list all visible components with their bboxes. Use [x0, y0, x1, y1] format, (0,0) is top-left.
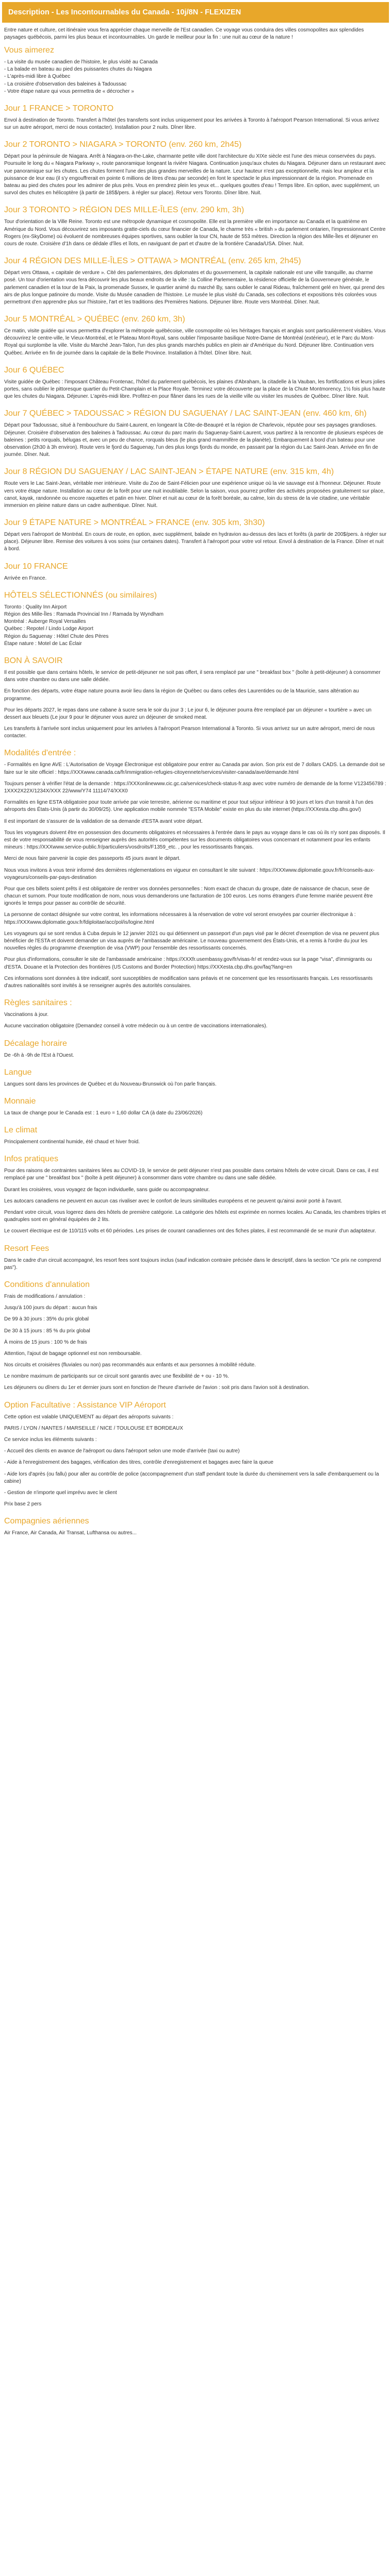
section-paragraph-decalage: De -6h à -9h de l'Est à l'Ouest.: [4, 1052, 74, 1058]
section-paragraph-annulation: Le nombre maximum de participants sur ce circuit sont garantis avec une flexibilité de + ou - 10 %.: [4, 1374, 230, 1380]
section-title-jour3: Jour 3 TORONTO > RÉGION DES MILLE-ÎLES (env. 290 km, 3h): [4, 206, 245, 215]
list-item: - Votre étape nature qui vous permettra de « décrocher »: [4, 88, 134, 94]
section-paragraph-assistance: Cette option est valable UNIQUEMENT au départ des aéroports suivants :: [4, 1414, 174, 1420]
section-paragraph-modalites: Toujours penser à vérifier l'état de la demande : https://XXXonlinewww.cic.gc.ca/services/check-status-fr.asp avec votre numéro de demande de la forme V123456789 : 1XXX2X22X/1234X/XXX 22/www/Y74 11114/74/XXX0: [4, 781, 386, 794]
section-paragraph-modalites: Nous vous invitons à vous tenir informé des dernières réglementations en vigueur en consultant le site suivant : https://XXXwww.diplomatie.gouv.fr/fr/conseils-aux-voyageurs/conseils-par-pays-destination: [4, 867, 374, 880]
section-paragraph-jour10: Arrivée en France.: [4, 575, 47, 581]
section-paragraph-annulation: Nos circuits et croisières (fluviales ou non) pas recommandés aux enfants et aux personnes à mobilité réduite.: [4, 1362, 256, 1368]
section-title-annulation: Conditions d'annulation: [4, 1280, 90, 1289]
section-title-vous-aimerez: Vous aimerez: [4, 45, 54, 55]
section-title-assistance: Option Facultative : Assistance VIP Aéroport: [4, 1400, 166, 1410]
section-title-infos: Infos pratiques: [4, 1155, 58, 1164]
section-paragraph-jour4: Départ vers Ottawa, « capitale de verdure ». Cité des parlementaires, des diplomates et du gouvernement, la capitale nationale est une ville tranquille, au charme posé. Un tour d'orientation vous fera découvrir les plus beaux endroits de la ville : la Colline Parlementaire, la résidence officielle de la Gouverneure générale, le parlement canadien et la tour de la Paix, la promenade Sussex, le quartier animé du marché By, sans oublier le canal Rideau, fraîchement gelé en hiver, qui prend des airs de plus longue patinoire du monde. Visite du Musée canadien de l'histoire. Le musée le plus visité du Canada, ses collections et expositions très colorées vous permettront d'en apprendre plus sur l'histoire, l'art et les traditions des Premières Nations. Déjeuner libre. Route vers Montréal. Dîner. Nuit.: [4, 270, 385, 305]
section-paragraph-langue: Langues sont dans les provinces de Québec et du Nouveau-Brunswick où l'on parle français.: [4, 1081, 217, 1087]
list-item: Région des Mille-Îles : Ramada Provincial Inn / Ramada by Wyndham: [4, 612, 164, 618]
section-paragraph-infos: Pour des raisons de contraintes sanitaires liées au COVID-19, le service de petit déjeuner n'est pas possible dans certains hôtels de votre circuit. Dans ce cas, il est remplacé par une " breakfast box " (boîte à petit déjeuner) à consommer dans votre chambre ou dans une salle dédiée.: [4, 1168, 379, 1181]
section-paragraph-annulation: De 99 à 30 jours : 35% du prix global: [4, 1316, 89, 1323]
list-item: Toronto : Quality Inn Airport: [4, 604, 67, 610]
section-paragraph-jour1: Envol à destination de Toronto. Transfert à l'hôtel (les transferts sont inclus uniquement pour les arrivées à Toronto à l'aéroport Pearson International. Si vous arrivez sur un autre aéroport, merci de nous contacter). Installation pour 2 nuits. Dîner libre.: [4, 117, 380, 131]
section-list-vous-aimerez: [4, 59, 387, 95]
section-paragraph-modalites: Ces informations sont données à titre indicatif, sont susceptibles de modification sans préavis et ne concernent que les ressortissants français. Les ressortissants d'autres nationalités sont invités à se renseigner auprès des autorités consulaires.: [4, 975, 373, 989]
section-title-jour1: Jour 1 FRANCE > TORONTO: [4, 104, 114, 113]
list-item: - La croisière d'observation des baleines à Tadoussac: [4, 81, 127, 87]
section-paragraph-jour5: Ce matin, visite guidée qui vous permettra d'explorer la métropole québécoise, ville cosmopolite où les héritages français et anglais sont particulièrement visibles. Vous découvrirez le centre-ville, le Vieux-Montréal, et le Plateau Mont-Royal, sans oublier l'imposante basilique Notre-Dame de Montréal (extérieur), et le Parc du Mont-Royal qui surplombe la ville. Visite du Marché Jean-Talon, l'un des plus grands marchés publics en plein air d'Amérique du Nord. Déjeuner libre. Continuation vers Québec. Arrivée en fin de journée dans la capitale de la Belle Province. Installation à l'hôtel. Dîner libre. Nuit.: [4, 328, 386, 356]
section-title-jour7: Jour 7 QUÉBEC > TADOUSSAC > RÉGION DU SAGUENAY / LAC SAINT-JEAN (env. 460 km, 6h): [4, 409, 367, 418]
section-paragraph-annulation: Jusqu'à 100 jours du départ : aucun frais: [4, 1305, 97, 1311]
section-title-jour9: Jour 9 ÉTAPE NATURE > MONTRÉAL > FRANCE (env. 305 km, 3h30): [4, 518, 265, 528]
section-paragraph-assistance: - Aide à l'enregistrement des bagages, vérification des titres, contrôle d'enregistrement et bagages avec faire la queue: [4, 1460, 273, 1466]
list-item: - L'après-midi libre à Québec: [4, 74, 71, 80]
section-title-compagnies: Compagnies aériennes: [4, 1517, 89, 1526]
section-paragraph-assistance: - Gestion de n'importe quel imprévu avec le client: [4, 1489, 117, 1496]
section-paragraph-sanitaires: Aucune vaccination obligatoire (Demandez conseil à votre médecin ou à un centre de vaccinations internationales).: [4, 1023, 268, 1029]
section-paragraph-annulation: Attention, l'ajout de bagage optionnel est non remboursable.: [4, 1350, 142, 1357]
section-list-hotels: [4, 604, 387, 648]
list-item: Québec : Repotel / Lindo Lodge Airport: [4, 626, 93, 632]
section-paragraph-bon-savoir: Il est possible que dans certains hôtels, le service de petit-déjeuner ne soit pas offert, il sera remplacé par une " breakfast box " (boîte à petit-déjeuner) à consommer dans votre chambre ou dans une salle dédiée.: [4, 669, 381, 683]
intro-text: Entre nature et culture, cet itinéraire vous fera apprécier chaque merveille de l'Est canadien. Ce voyage vous conduira des villes cosmopolites aux splendides paysages québécois, parmi les plus beaux et incontournables. Un garde le meilleur pour la fin : une nuit au cœur de la nature !: [4, 27, 364, 40]
list-item: Région du Saguenay : Hôtel Chute des Pères: [4, 633, 109, 639]
list-item: - La balade en bateau au pied des puissantes chutes du Niagara: [4, 66, 152, 73]
section-paragraph-modalites: - Formalités en ligne AVE : L'Autorisation de Voyage Électronique est obligatoire pour entrer au Canada par avion. Son prix est de 7 dollars CADS. La demande doit se faire sur le site officiel : https://XXXwww.canada.ca/fr/immigration-refugies-citoyennete/services/visiter-canada/ave/demande.html: [4, 762, 385, 775]
section-paragraph-jour2: Départ pour la péninsule de Niagara. Arrêt à Niagara-on-the-Lake, charmante petite ville dont l'architecture du XIXe siècle est l'une des mieux conservées du pays. Poursuite le long du « Niagara Parkway », route panoramique longeant la rivière Niagara. Continuation jusqu'aux chutes du Niagara. Déjeuner dans un restaurant avec vue panoramique sur les chutes. Les chutes forment l'une des plus grandes merveilles de la nature. Leur hauteur n'est pas exceptionnelle, mais leur ampleur et la puissance de leur eau (il s'y engouffrerait en pointe 6 millions de litres d'eau par seconde) en font le spectacle le plus impressionnant de la région. Promenade en bateau au pied des chutes pour les admirer de plus près. Vous en prendrez plein les yeux et... quelques gouttes d'eau ! Temps libre. En option, avec supplément, un survol des chutes en hélicoptère (à partir de 185$/pers. à régler sur place). Retour vers Toronto. Dîner libre. Nuit.: [4, 154, 386, 196]
section-paragraph-modalites: Il est important de s'assurer de la validation de sa demande d'ESTA avant votre départ.: [4, 818, 203, 824]
section-paragraph-annulation: De 30 à 15 jours : 85 % du prix global: [4, 1328, 90, 1334]
section-title-sanitaires: Règles sanitaires :: [4, 998, 72, 1008]
section-paragraph-resort: Dans le cadre d'un circuit accompagné, les resort fees sont toujours inclus (sauf indication contraire précisée dans le descriptif, dans la section "Ce prix ne comprend pas").: [4, 1257, 381, 1270]
section-paragraph-annulation: Frais de modifications / annulation :: [4, 1293, 86, 1299]
section-title-jour10: Jour 10 FRANCE: [4, 562, 68, 571]
section-paragraph-bon-savoir: En fonction des départs, votre étape nature pourra avoir lieu dans la région de Québec ou dans celles des Laurentides ou de la Mauricie, sans altération au programme.: [4, 688, 359, 702]
section-title-climat: Le climat: [4, 1126, 38, 1135]
section-paragraph-assistance: Ce service inclus les éléments suivants :: [4, 1437, 97, 1443]
section-paragraph-infos: Durant les croisières, vous voyagez de façon individuelle, sans guide ou accompagnateur.: [4, 1187, 210, 1193]
section-paragraph-bon-savoir: Les transferts à l'arrivée sont inclus uniquement pour les arrivées à l'aéroport Pearson International à Toronto. Si vous arrivez sur un autre aéroport, merci de nous contacter.: [4, 726, 375, 739]
section-title-monnaie: Monnaie: [4, 1096, 36, 1106]
list-item: Étape nature : Motel de Lac Éclair: [4, 640, 82, 647]
section-title-langue: Langue: [4, 1067, 32, 1077]
list-item: - La visite du musée canadien de l'histoire, le plus visité au Canada: [4, 59, 158, 65]
section-paragraph-compagnies: Air France, Air Canada, Air Transat, Lufthansa ou autres...: [4, 1530, 137, 1536]
section-paragraph-climat: Principalement continental humide, été chaud et hiver froid.: [4, 1139, 140, 1145]
section-paragraph-assistance: PARIS / LYON / NANTES / MARSEILLE / NICE / TOULOUSE ET BORDEAUX: [4, 1425, 183, 1431]
section-paragraph-annulation: Les déjeuners ou dîners du 1er et dernier jours sont en fonction de l'heure d'arrivée de l'avion : soit pris dans l'avion soit à destination.: [4, 1385, 309, 1391]
section-paragraph-assistance: - Aide lors d'après (ou fallu) pour aller au contrôle de police (accompagnement d'un staff pendant toute la durée du cheminement vers la salle d'embarquement ou la cabine): [4, 1471, 379, 1484]
section-title-jour8: Jour 8 RÉGION DU SAGUENAY / LAC SAINT-JEAN > ÉTAPE NATURE (env. 315 km, 4h): [4, 467, 334, 477]
section-paragraph-annulation: À moins de 15 jours : 100 % de frais: [4, 1339, 87, 1345]
description-banner: Description - Les Incontournables du Canada - 10j/8N - FLEXIZEN: [2, 2, 389, 23]
section-title-bon-savoir: BON À SAVOIR: [4, 656, 63, 665]
section-title-jour4: Jour 4 RÉGION DES MILLE-ÎLES > OTTAWA > MONTRÉAL (env. 265 km, 2h45): [4, 257, 301, 266]
section-paragraph-modalites: Pour plus d'informations, consulter le site de l'ambassade américaine : https://XXXfr.usembassy.gov/fr/visas-fr/ et rendez-vous sur la page "visa", d'immigrants ou d'ESTA. Douane et la Protection des frontières (US Customs and Border Protection) https://XXXesta.cbp.dhs.gov/faq?lang=en: [4, 957, 372, 970]
section-paragraph-bon-savoir: Pour les départs 2027, le repas dans une cabane à sucre sera le soir du jour 3 ; Le jour 6, le déjeuner pourra être remplacé par un déjeuner « tourtière » avec un dessert aux bleuets (Le jour 9 pour le déjeuner vous aurez un déjeuner de smoked meat.: [4, 707, 372, 720]
section-title-jour5: Jour 5 MONTRÉAL > QUÉBEC (env. 260 km, 3h): [4, 315, 185, 324]
section-paragraph-assistance: Prix base 2 pers: [4, 1501, 42, 1507]
section-title-hotels: HÔTELS SÉLECTIONNÉS (ou similaires): [4, 590, 157, 600]
description-content: [0, 27, 391, 1546]
section-paragraph-modalites: Tous les voyageurs doivent être en possession des documents obligatoires et nécessaires à l'entrée dans le pays au voyage dans le cas où ils n'y sont pas disposés. Il est de votre responsabilité de vous renseigner auprès des autorités compétentes sur les documents obligatoires vous concernant et notamment pour les enfants mineurs : https://XXXwww.service-public.fr/particuliers/vosdroits/F1359_etc. , pour les ressortissants français.: [4, 829, 385, 851]
section-paragraph-assistance: - Accueil des clients en avance de l'aéroport ou dans l'aéroport selon une mode d'arrivée (taxi ou autre): [4, 1448, 240, 1454]
section-paragraph-modalites: Merci de nous faire parvenir la copie des passeports 45 jours avant le départ.: [4, 856, 181, 862]
section-paragraph-modalites: Formalités en ligne ESTA obligatoire pour toute arrivée par voie terrestre, aérienne ou maritime et pour tout séjour inférieur à 90 jours et lors d'un transit à l'un des aéroports des États-Unis (à partir du 30/09/25). Une application mobile nommée "ESTA Mobile" existe en plus du site internet (https://XXXesta.cbp.dhs.gov/): [4, 800, 373, 813]
section-paragraph-modalites: La personne de contact désignée sur votre contrat, les informations nécessaires à la réservation de votre vol seront envoyées par courrier électronique à : https://XXXwww.diplomatie.gouv.fr/fdiploitae/acc/pol/is/logine.html: [4, 912, 356, 925]
section-paragraph-monnaie: La taux de change pour le Canada est : 1 euro = 1,60 dollar CA (à date du 23/06/2026): [4, 1110, 203, 1116]
section-paragraph-infos: Le couvert électrique est de 110/115 volts et 60 périodes. Les prises de courant canadiennes ont des fiches plates, il est recommandé de se munir d'un adaptateur.: [4, 1228, 376, 1234]
section-title-jour2: Jour 2 TORONTO > NIAGARA > TORONTO (env. 260 km, 2h45): [4, 140, 242, 149]
section-title-jour6: Jour 6 QUÉBEC: [4, 365, 64, 375]
section-paragraph-jour6: Visite guidée de Québec : l'imposant Château Frontenac, l'hôtel du parlement québécois, les plaines d'Abraham, la citadelle à la Vauban, les fortifications et leurs jolies portes, sans oublier le pittoresque quartier du Petit-Champlain et la Place Royale. Terminez votre découverte par la place de la Chute Montmorency, 1½ fois plus haute que les chutes du Niagara. Déjeuner. L'après-midi libre. Profitez-en pour flâner dans les rues de la vieille ville ou visiter les musées de Québec. Dîner libre. Nuit.: [4, 379, 385, 400]
section-paragraph-jour3: Tour d'orientation de la Ville Reine. Toronto est une métropole dynamique et cosmopolite. Elle est la première ville en importance au Canada et la quatrième en Amérique du Nord. Vous découvrirez ses imposants gratte-ciels du cœur financier de Canada, le charme très « british » du parlement ontarien, l'impressionnant Centre Rogers (ex-SkyDome) où évoluent de nombreuses équipes sportives, sans oublier la tour CN, haute de 553 mètres. Direction la région des Mille-Îles et déjeuner en cours de route. Croisière d'1h dans ce dédale d'îles et îlots, en naviguant de part et d'autre de la frontière Canada/USA. Dîner. Nuit.: [4, 219, 386, 247]
section-paragraph-modalites: Pour que ces billets soient prêts il est obligatoire de rentrer vos données personnelles : Nom exact de chacun du groupe, date de naissance de chacun, sexe de chacun et surnom. Pour toute modification de nom, nous vous demanderons une facturation de 100 euros. Les noms étrangers d'une femme mariée peuvent être ignorés le temps pour passer au contrôle de sécurité.: [4, 886, 373, 907]
section-paragraph-jour7: Départ pour Tadoussac, situé à l'embouchure du Saint-Laurent, en longeant la Côte-de-Beaupré et la région de Charlevoix, réputée pour ses paysages grandioses. Déjeuner. Croisière d'observation des baleines à Tadoussac. Au cœur du parc marin du Saguenay-Saint-Laurent, vous partirez à la rencontre de plusieurs espèces de baleines : petits rorquals, bélugas et, avec un peu de chance, rorquals bleus (le plus grand mammifère de la planète). Embarquement à bord d'un bateau pour une observation (2h30 à 3h environ). Route vers le fjord du Saguenay, l'un des plus longs fjords du monde, en passant par la région du Lac Saint-Jean. Arrivée en fin de journée. Dîner. Nuit.: [4, 422, 383, 458]
section-title-modalites: Modalités d'entrée :: [4, 749, 76, 758]
section-paragraph-jour8: Route vers le Lac Saint-Jean, véritable mer intérieure. Visite du Zoo de Saint-Félicien pour une expérience unique où la vie sauvage est à l'honneur. Déjeuner. Route vers votre étape nature. Installation au cœur de la forêt pour une nuit inoubliable. Selon la saison, vous pourrez profiter des activités proposées gratuitement sur place, canot, kayak, randonnée ou encore raquettes et patin en hiver. Dîner et nuit au cœur de la forêt boréale, au calme, loin du stress de la vie citadine, une véritable immersion en pleine nature dans un cadre authentique. Dîner. Nuit.: [4, 481, 385, 509]
section-paragraph-jour9: Départ vers l'aéroport de Montréal. En cours de route, en option, avec supplément, balade en hydravion au-dessus des lacs et forêts (à partir de 200$/pers. à régler sur place). Déjeuner libre. Remise des voitures à vos soins (sur certaines dates). Transfert à l'aéroport pour votre vol retour. Envol à destination de la France. Dîner et nuit à bord.: [4, 532, 387, 552]
section-title-resort: Resort Fees: [4, 1244, 50, 1253]
section-paragraph-sanitaires: Vaccinations à jour.: [4, 1012, 48, 1018]
section-paragraph-infos: Les autocars canadiens ne peuvent en aucun cas rivaliser avec le confort de leurs similitudes européens et ne peuvent qu'ainsi avoir porté à l'avant.: [4, 1198, 343, 1204]
sections-container: [4, 45, 387, 1537]
list-item: Montréal : Auberge Royal Versailles: [4, 619, 86, 625]
section-paragraph-infos: Pendant votre circuit, vous logerez dans des hôtels de première catégorie. La catégorie des hôtels est exprimée en normes locales. Au Canada, les chambres triples et quadruples sont en général équipées de 2 lits.: [4, 1210, 386, 1223]
section-paragraph-modalites: Les voyageurs qui se sont rendus à Cuba depuis le 12 janvier 2021 ou qui détiennent un passeport d'un pays visé par le décret d'exemption de visa ne peuvent plus bénéficier de l'ESTA et doivent demander un visa auprès de l'ambassade américaine. Le nouveau gouvernement des États-Unis, et a remis à l'ordre du jour les nouvelles règles du programme d'exemption de visa (VWP) pour l'ensemble des ressortissants concernés.: [4, 930, 380, 952]
section-title-decalage: Décalage horaire: [4, 1039, 67, 1048]
